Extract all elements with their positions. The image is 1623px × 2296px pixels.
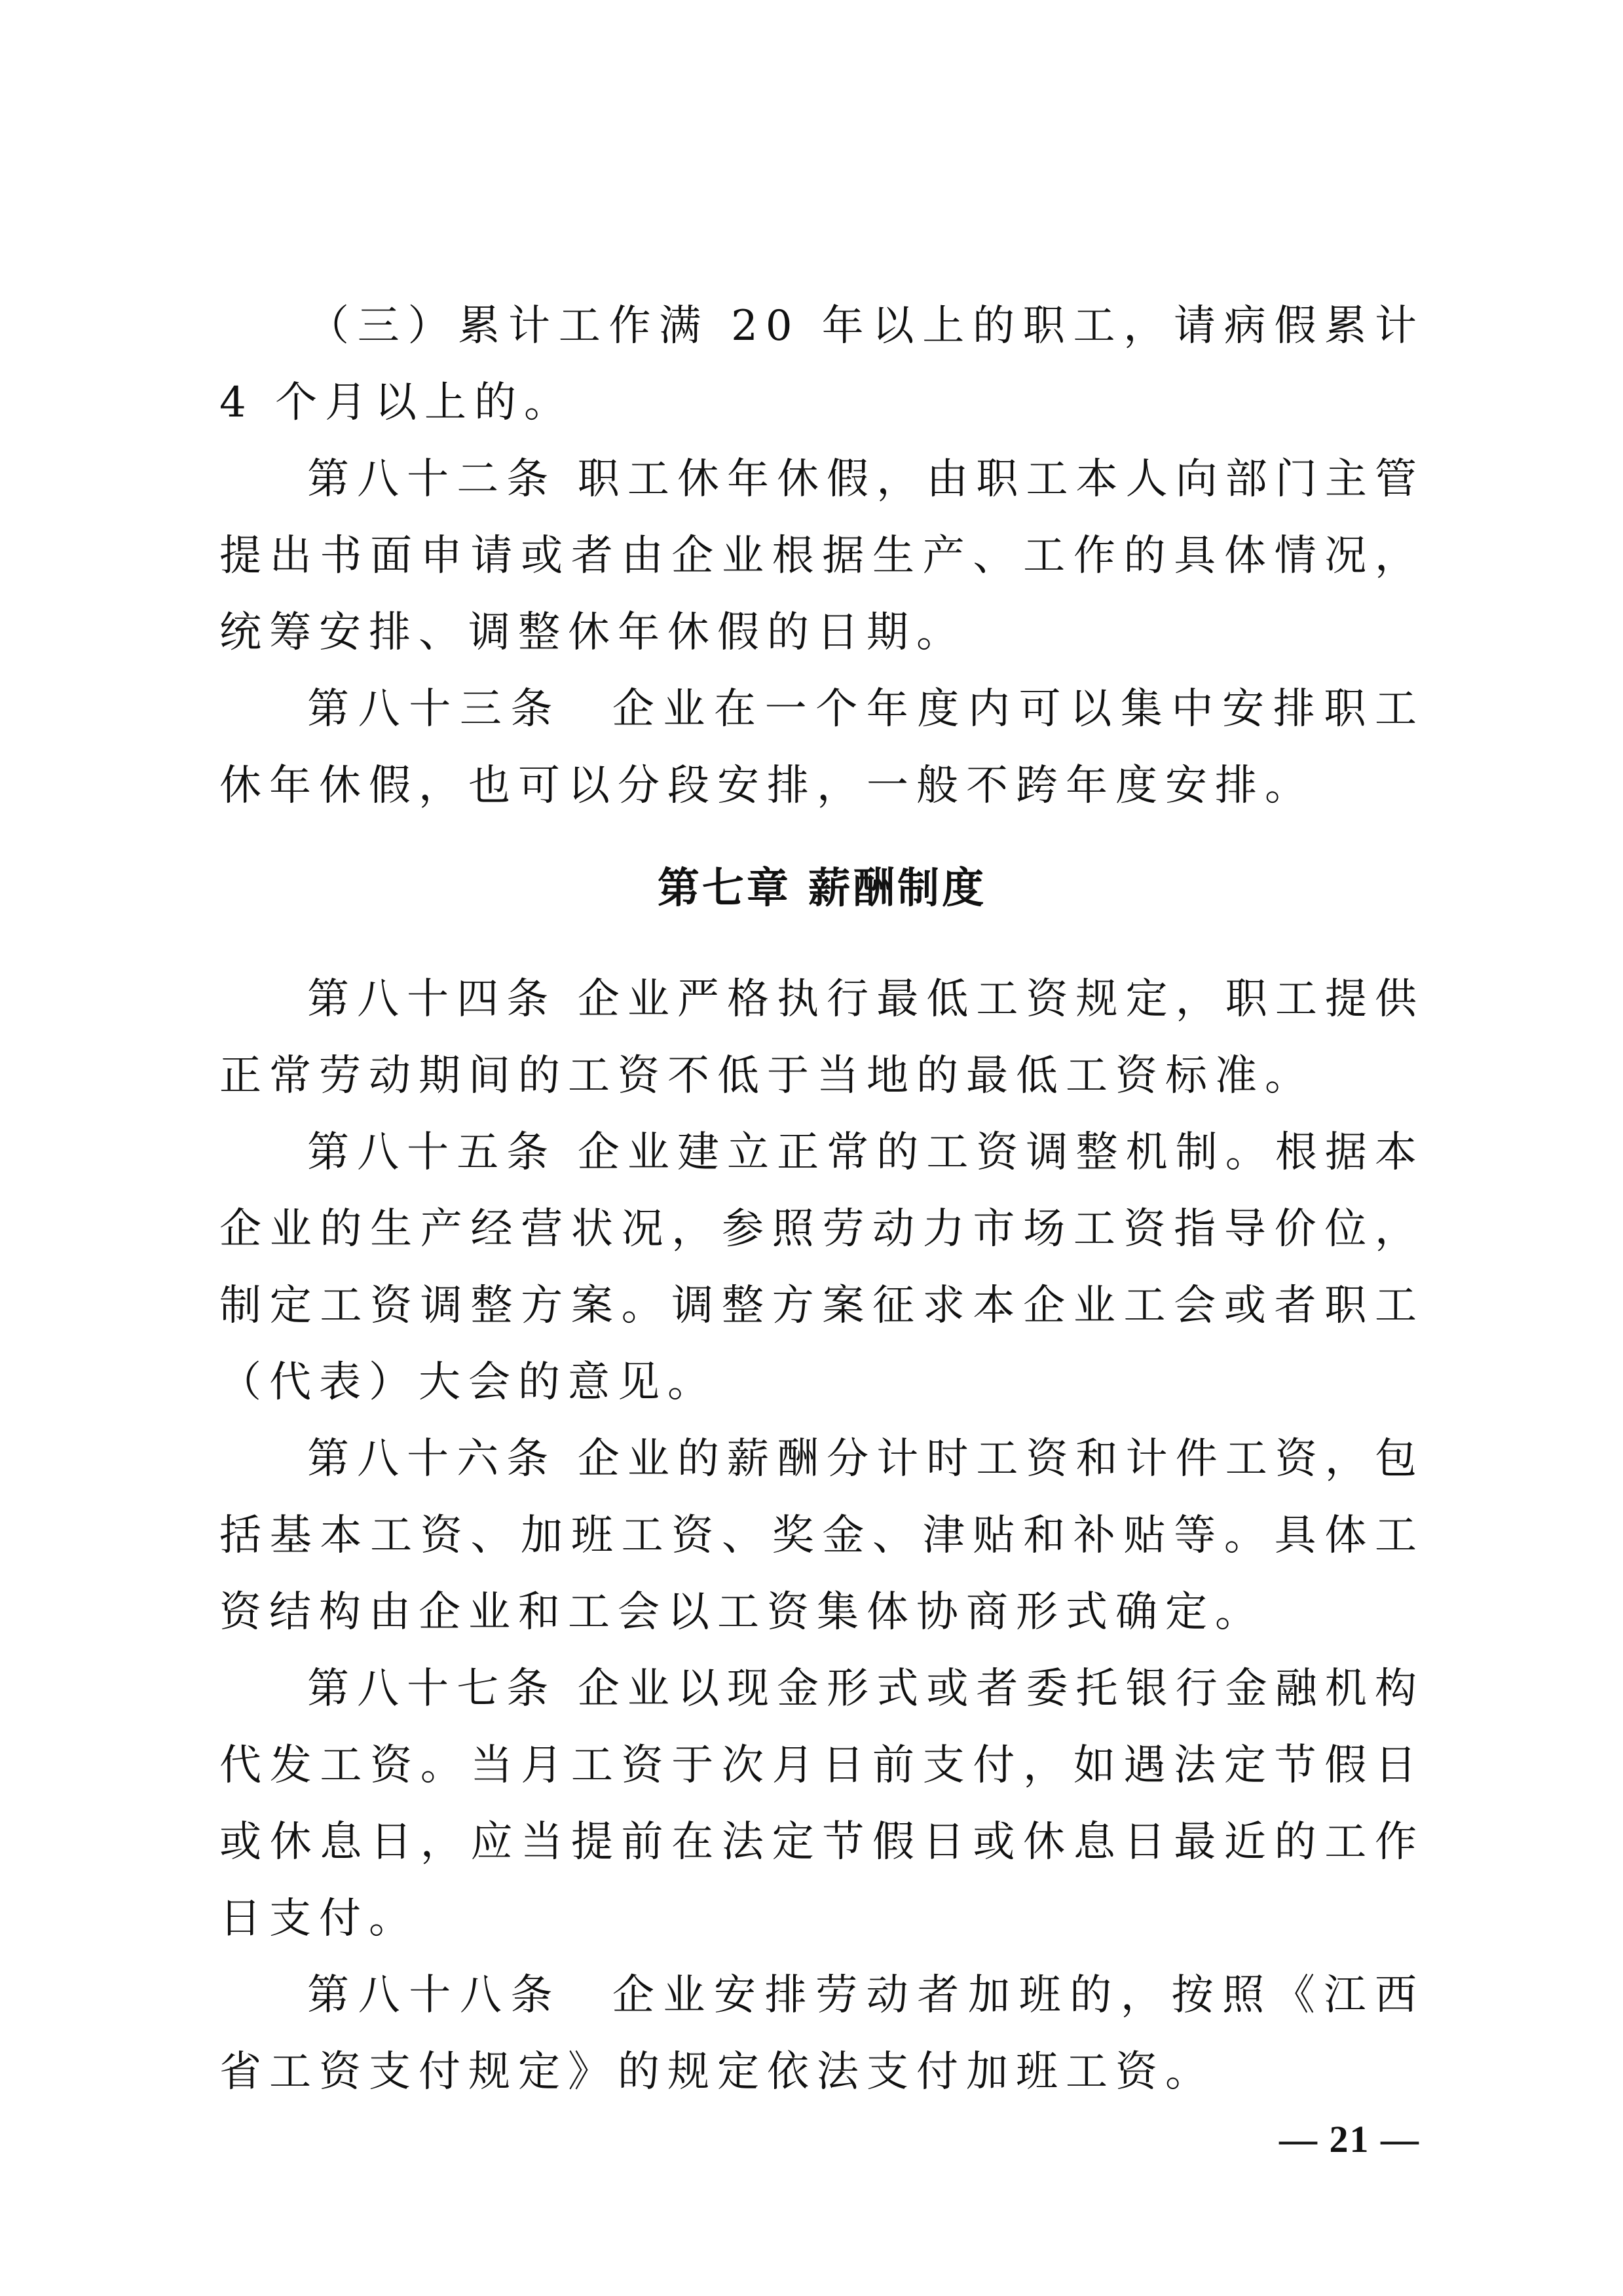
chapter-title: 第七章 薪酬制度	[657, 864, 987, 913]
paragraph-sick-leave-clause-3: （三）累计工作满 20 年以上的职工，请病假累计 4 个月以上的。	[219, 302, 1425, 427]
paragraph-article-83: 第八十三条 企业在一个年度内可以集中安排职工休年休假，也可以分段安排，一般不跨年度安排。	[219, 685, 1425, 810]
paragraph-article-85: 第八十五条 企业建立正常的工资调整机制。根据本企业的生产经营状况，参照劳动力市场工资指导价位，制定工资调整方案。调整方案征求本企业工会或者职工（代表）大会的意见。	[219, 1128, 1425, 1407]
paragraph-article-82: 第八十二条 职工休年休假，由职工本人向部门主管提出书面申请或者由企业根据生产、工作的具体情况，统筹安排、调整休年休假的日期。	[219, 455, 1425, 657]
paragraph-article-84: 第八十四条 企业严格执行最低工资规定，职工提供正常劳动期间的工资不低于当地的最低工资标准。	[219, 975, 1425, 1100]
document-body	[219, 288, 1425, 2111]
page-number: — 21 —	[1279, 2118, 1420, 2160]
paragraph-article-86: 第八十六条 企业的薪酬分计时工资和计件工资，包括基本工资、加班工资、奖金、津贴和补贴等。具体工资结构由企业和工会以工资集体协商形式确定。	[219, 1435, 1425, 1637]
paragraph-article-87: 第八十七条 企业以现金形式或者委托银行金融机构代发工资。当月工资于次月日前支付，如遇法定节假日或休息日，应当提前在法定节假日或休息日最近的工作日支付。	[219, 1665, 1425, 1943]
paragraph-article-88: 第八十八条 企业安排劳动者加班的，按照《江西省工资支付规定》的规定依法支付加班工资。	[219, 1971, 1425, 2096]
